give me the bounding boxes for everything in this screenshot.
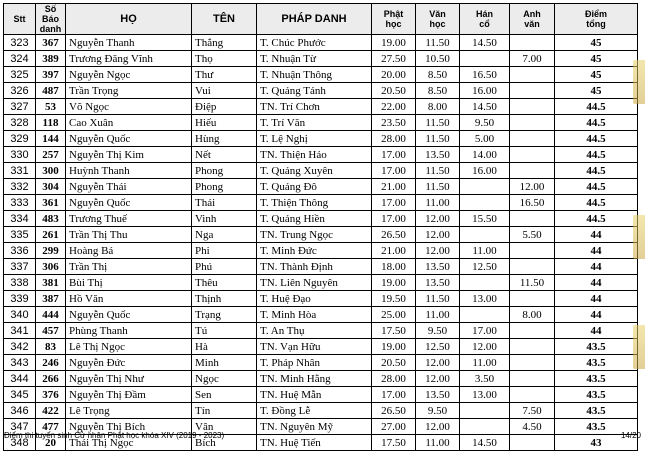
cell-phat-hoc: 25.00 (372, 307, 416, 323)
cell-anh-van (510, 243, 555, 259)
cell-stt: 345 (4, 387, 36, 403)
cell-stt: 347 (4, 419, 36, 435)
cell-stt: 325 (4, 67, 36, 83)
cell-ten: Nga (192, 227, 257, 243)
cell-han-co: 14.50 (460, 99, 510, 115)
cell-ho: Nguyễn Thị Bích (66, 419, 192, 435)
cell-stt: 323 (4, 35, 36, 51)
cell-phap-danh: T. Nhuận Thông (257, 67, 372, 83)
table-row (4, 387, 638, 403)
table-row (4, 243, 638, 259)
cell-ho: Hồ Văn (66, 291, 192, 307)
cell-van-hoc: 8.50 (416, 67, 460, 83)
table-row (4, 67, 638, 83)
cell-phap-danh: T. Nhuận Từ (257, 51, 372, 67)
cell-phap-danh: T. Minh Đức (257, 243, 372, 259)
cell-stt: 344 (4, 371, 36, 387)
cell-van-hoc: 11.50 (416, 179, 460, 195)
cell-van-hoc: 13.50 (416, 147, 460, 163)
cell-ten: Nết (192, 147, 257, 163)
cell-phat-hoc: 26.50 (372, 403, 416, 419)
table-row (4, 291, 638, 307)
cell-phat-hoc: 19.50 (372, 291, 416, 307)
cell-anh-van (510, 291, 555, 307)
cell-stt: 336 (4, 243, 36, 259)
cell-anh-van (510, 355, 555, 371)
table-row (4, 371, 638, 387)
cell-anh-van (510, 387, 555, 403)
cell-anh-van (510, 339, 555, 355)
cell-phat-hoc: 17.50 (372, 435, 416, 451)
cell-phat-hoc: 17.50 (372, 323, 416, 339)
cell-diem-tong: 44.5 (555, 99, 638, 115)
cell-stt: 348 (4, 435, 36, 451)
cell-phap-danh: T. An Thụ (257, 323, 372, 339)
cell-han-co: 3.50 (460, 371, 510, 387)
cell-stt: 340 (4, 307, 36, 323)
cell-stt: 339 (4, 291, 36, 307)
cell-stt: 329 (4, 131, 36, 147)
cell-ho: Võ Ngọc (66, 99, 192, 115)
cell-han-co: 17.00 (460, 323, 510, 339)
cell-anh-van: 8.00 (510, 307, 555, 323)
cell-van-hoc: 10.50 (416, 51, 460, 67)
cell-diem-tong: 43.5 (555, 419, 638, 435)
cell-sbd: 487 (36, 83, 66, 99)
cell-van-hoc: 9.50 (416, 403, 460, 419)
cell-diem-tong: 44 (555, 259, 638, 275)
cell-anh-van (510, 163, 555, 179)
cell-anh-van: 7.50 (510, 403, 555, 419)
cell-phap-danh: T. Lệ Nghị (257, 131, 372, 147)
cell-van-hoc: 12.00 (416, 243, 460, 259)
cell-phat-hoc: 20.00 (372, 67, 416, 83)
cell-sbd: 246 (36, 355, 66, 371)
cell-phat-hoc: 19.00 (372, 35, 416, 51)
cell-van-hoc: 13.50 (416, 387, 460, 403)
cell-sbd: 376 (36, 387, 66, 403)
cell-phap-danh: T. Minh Hòa (257, 307, 372, 323)
cell-han-co: 14.50 (460, 435, 510, 451)
cell-sbd: 83 (36, 339, 66, 355)
score-table (3, 3, 638, 451)
cell-phap-danh: T. Pháp Nhân (257, 355, 372, 371)
cell-anh-van: 16.50 (510, 195, 555, 211)
cell-ho: Cao Xuân (66, 115, 192, 131)
cell-diem-tong: 44 (555, 291, 638, 307)
cell-diem-tong: 44 (555, 307, 638, 323)
table-body (4, 35, 638, 451)
cell-stt: 337 (4, 259, 36, 275)
cell-ho: Trần Trọng (66, 83, 192, 99)
footer-title: Điểm thi tuyển sinh Cử nhân Phật học khóa XIV (2019 - 2023) (4, 431, 225, 440)
cell-sbd: 389 (36, 51, 66, 67)
cell-stt: 327 (4, 99, 36, 115)
cell-phat-hoc: 19.00 (372, 339, 416, 355)
table-row (4, 115, 638, 131)
cell-stt: 343 (4, 355, 36, 371)
cell-sbd: 20 (36, 435, 66, 451)
cell-ho: Nguyễn Quốc (66, 195, 192, 211)
cell-sbd: 361 (36, 195, 66, 211)
cell-phat-hoc: 19.00 (372, 275, 416, 291)
cell-ten: Tín (192, 403, 257, 419)
table-row (4, 323, 638, 339)
cell-van-hoc: 11.50 (416, 35, 460, 51)
cell-han-co: 14.50 (460, 35, 510, 51)
cell-phap-danh: T. Quảng Đô (257, 179, 372, 195)
cell-sbd: 444 (36, 307, 66, 323)
cell-han-co (460, 227, 510, 243)
cell-diem-tong: 44.5 (555, 147, 638, 163)
cell-anh-van: 11.50 (510, 275, 555, 291)
cell-han-co: 16.50 (460, 67, 510, 83)
cell-phat-hoc: 17.00 (372, 163, 416, 179)
cell-han-co: 16.00 (460, 83, 510, 99)
cell-anh-van (510, 35, 555, 51)
cell-anh-van: 4.50 (510, 419, 555, 435)
cell-diem-tong: 44.5 (555, 115, 638, 131)
table-header-row (4, 4, 638, 35)
cell-han-co: 12.00 (460, 339, 510, 355)
table-row (4, 403, 638, 419)
cell-van-hoc: 11.00 (416, 195, 460, 211)
cell-stt: 333 (4, 195, 36, 211)
cell-phat-hoc: 18.00 (372, 259, 416, 275)
cell-van-hoc: 12.00 (416, 371, 460, 387)
header-ten: TÊN (192, 4, 257, 35)
cell-ho: Phùng Thanh (66, 323, 192, 339)
cell-diem-tong: 44 (555, 227, 638, 243)
cell-han-co (460, 179, 510, 195)
cell-ho: Huỳnh Thanh (66, 163, 192, 179)
cell-stt: 330 (4, 147, 36, 163)
table-row (4, 227, 638, 243)
cell-han-co (460, 195, 510, 211)
cell-ten: Hùng (192, 131, 257, 147)
cell-phap-danh: T. Chúc Phước (257, 35, 372, 51)
table-row (4, 179, 638, 195)
cell-phap-danh: TN. Huệ Mẫn (257, 387, 372, 403)
cell-phap-danh: T. Quảng Xuyên (257, 163, 372, 179)
cell-phap-danh: T. Quảng Hiền (257, 211, 372, 227)
cell-anh-van: 5.50 (510, 227, 555, 243)
cell-diem-tong: 45 (555, 67, 638, 83)
cell-stt: 332 (4, 179, 36, 195)
cell-van-hoc: 13.50 (416, 275, 460, 291)
cell-van-hoc: 12.00 (416, 355, 460, 371)
cell-han-co (460, 51, 510, 67)
header-van-hoc: Văn học (416, 4, 460, 35)
cell-han-co: 16.00 (460, 163, 510, 179)
cell-ho: Nguyễn Thái (66, 179, 192, 195)
cell-ho: Nguyễn Thị Kim (66, 147, 192, 163)
cell-phap-danh: TN. Minh Hằng (257, 371, 372, 387)
cell-ten: Bích (192, 435, 257, 451)
cell-han-co (460, 275, 510, 291)
cell-van-hoc: 12.00 (416, 227, 460, 243)
cell-anh-van (510, 147, 555, 163)
cell-diem-tong: 43.5 (555, 371, 638, 387)
cell-stt: 334 (4, 211, 36, 227)
table-row (4, 51, 638, 67)
cell-sbd: 483 (36, 211, 66, 227)
cell-ho: Trương Đăng Vĩnh (66, 51, 192, 67)
cell-phap-danh: TN. Thành Định (257, 259, 372, 275)
cell-van-hoc: 12.00 (416, 419, 460, 435)
cell-stt: 341 (4, 323, 36, 339)
cell-phat-hoc: 22.00 (372, 99, 416, 115)
cell-diem-tong: 44.5 (555, 211, 638, 227)
table-row (4, 83, 638, 99)
cell-anh-van (510, 259, 555, 275)
cell-phap-danh: TN. Thiện Hảo (257, 147, 372, 163)
cell-han-co: 13.00 (460, 387, 510, 403)
cell-sbd: 381 (36, 275, 66, 291)
cell-stt: 346 (4, 403, 36, 419)
cell-sbd: 257 (36, 147, 66, 163)
cell-anh-van (510, 435, 555, 451)
cell-ten: Thái (192, 195, 257, 211)
table-row (4, 131, 638, 147)
cell-ten: Phong (192, 179, 257, 195)
cell-diem-tong: 44.5 (555, 179, 638, 195)
cell-diem-tong: 45 (555, 35, 638, 51)
cell-ho: Bùi Thị (66, 275, 192, 291)
cell-sbd: 422 (36, 403, 66, 419)
cell-ho: Thái Thị Ngọc (66, 435, 192, 451)
cell-han-co: 9.50 (460, 115, 510, 131)
cell-stt: 338 (4, 275, 36, 291)
cell-van-hoc: 9.50 (416, 323, 460, 339)
cell-phap-danh: T. Quảng Tánh (257, 83, 372, 99)
cell-ho: Nguyễn Thị Đầm (66, 387, 192, 403)
cell-ho: Nguyễn Thanh (66, 35, 192, 51)
cell-sbd: 306 (36, 259, 66, 275)
cell-diem-tong: 44 (555, 323, 638, 339)
cell-diem-tong: 43.5 (555, 355, 638, 371)
table-row (4, 355, 638, 371)
cell-anh-van: 12.00 (510, 179, 555, 195)
cell-han-co: 14.00 (460, 147, 510, 163)
cell-phap-danh: TN. Trung Ngọc (257, 227, 372, 243)
header-anh-van: Anh văn (510, 4, 555, 35)
cell-stt: 328 (4, 115, 36, 131)
cell-sbd: 300 (36, 163, 66, 179)
cell-stt: 324 (4, 51, 36, 67)
cell-ho: Lê Trọng (66, 403, 192, 419)
cell-diem-tong: 44 (555, 275, 638, 291)
cell-phat-hoc: 27.50 (372, 51, 416, 67)
cell-anh-van (510, 131, 555, 147)
cell-stt: 331 (4, 163, 36, 179)
cell-ten: Trạng (192, 307, 257, 323)
cell-van-hoc: 8.50 (416, 83, 460, 99)
cell-sbd: 477 (36, 419, 66, 435)
cell-phat-hoc: 21.00 (372, 179, 416, 195)
cell-phap-danh: TN. Nguyên Mỹ (257, 419, 372, 435)
cell-diem-tong: 43.5 (555, 339, 638, 355)
cell-phat-hoc: 28.00 (372, 131, 416, 147)
cell-sbd: 387 (36, 291, 66, 307)
cell-ten: Tú (192, 323, 257, 339)
cell-van-hoc: 11.00 (416, 435, 460, 451)
cell-anh-van: 7.00 (510, 51, 555, 67)
cell-ten: Vui (192, 83, 257, 99)
table-row (4, 259, 638, 275)
table-row (4, 163, 638, 179)
cell-phap-danh: TN. Huệ Tiến (257, 435, 372, 451)
table-row (4, 339, 638, 355)
cell-ho: Nguyễn Ngọc (66, 67, 192, 83)
cell-diem-tong: 45 (555, 51, 638, 67)
cell-phap-danh: T. Huệ Đạo (257, 291, 372, 307)
cell-ten: Thư (192, 67, 257, 83)
cell-han-co: 13.00 (460, 291, 510, 307)
table-row (4, 275, 638, 291)
cell-anh-van (510, 371, 555, 387)
cell-phap-danh: TN. Vạn Hữu (257, 339, 372, 355)
table-row (4, 147, 638, 163)
cell-han-co (460, 307, 510, 323)
cell-sbd: 367 (36, 35, 66, 51)
table-row (4, 35, 638, 51)
cell-diem-tong: 43.5 (555, 403, 638, 419)
cell-van-hoc: 13.50 (416, 259, 460, 275)
cell-ten: Điệp (192, 99, 257, 115)
cell-phat-hoc: 17.00 (372, 195, 416, 211)
cell-ten: Vân (192, 419, 257, 435)
cell-ho: Lê Thị Ngọc (66, 339, 192, 355)
cell-phat-hoc: 28.00 (372, 371, 416, 387)
header-han-co: Hán cổ (460, 4, 510, 35)
cell-ten: Phong (192, 163, 257, 179)
cell-ten: Thọ (192, 51, 257, 67)
cell-ho: Trương Thuế (66, 211, 192, 227)
cell-diem-tong: 44 (555, 243, 638, 259)
header-diem-tong: Điểm tổng (555, 4, 638, 35)
cell-phap-danh: TN. Liên Nguyên (257, 275, 372, 291)
cell-phat-hoc: 26.50 (372, 227, 416, 243)
header-phat-hoc: Phật học (372, 4, 416, 35)
cell-ten: Vinh (192, 211, 257, 227)
cell-ho: Hoàng Bá (66, 243, 192, 259)
cell-ho: Nguyễn Quốc (66, 131, 192, 147)
header-stt: Stt (4, 4, 36, 35)
cell-phat-hoc: 21.00 (372, 243, 416, 259)
cell-ten: Sen (192, 387, 257, 403)
cell-diem-tong: 45 (555, 83, 638, 99)
cell-ten: Ngọc (192, 371, 257, 387)
cell-ten: Thắng (192, 35, 257, 51)
cell-diem-tong: 43.5 (555, 387, 638, 403)
header-sbd: Số Báo danh (36, 4, 66, 35)
cell-ten: Phú (192, 259, 257, 275)
cell-van-hoc: 11.50 (416, 291, 460, 307)
cell-van-hoc: 12.00 (416, 211, 460, 227)
cell-phat-hoc: 17.00 (372, 387, 416, 403)
cell-han-co: 11.00 (460, 243, 510, 259)
cell-diem-tong: 44.5 (555, 195, 638, 211)
cell-anh-van (510, 99, 555, 115)
cell-sbd: 266 (36, 371, 66, 387)
cell-diem-tong: 43 (555, 435, 638, 451)
cell-ten: Phi (192, 243, 257, 259)
cell-ten: Hà (192, 339, 257, 355)
cell-sbd: 53 (36, 99, 66, 115)
cell-phat-hoc: 20.50 (372, 83, 416, 99)
cell-ho: Nguyễn Thị Như (66, 371, 192, 387)
header-ho: HỌ (66, 4, 192, 35)
cell-van-hoc: 12.50 (416, 339, 460, 355)
table-row (4, 99, 638, 115)
cell-han-co: 5.00 (460, 131, 510, 147)
cell-van-hoc: 11.00 (416, 307, 460, 323)
cell-ho: Trần Thị Thu (66, 227, 192, 243)
header-phap-danh: PHÁP DANH (257, 4, 372, 35)
table-row (4, 307, 638, 323)
cell-van-hoc: 11.50 (416, 163, 460, 179)
cell-anh-van (510, 83, 555, 99)
cell-van-hoc: 8.00 (416, 99, 460, 115)
page-number: 14/20 (620, 431, 641, 440)
cell-stt: 335 (4, 227, 36, 243)
cell-phap-danh: TN. Trí Chơn (257, 99, 372, 115)
cell-diem-tong: 44.5 (555, 131, 638, 147)
cell-han-co: 12.50 (460, 259, 510, 275)
table-row (4, 211, 638, 227)
cell-phat-hoc: 23.50 (372, 115, 416, 131)
cell-han-co: 11.00 (460, 355, 510, 371)
cell-phap-danh: T. Thiện Thông (257, 195, 372, 211)
cell-phat-hoc: 17.00 (372, 211, 416, 227)
cell-sbd: 457 (36, 323, 66, 339)
cell-han-co (460, 403, 510, 419)
cell-stt: 326 (4, 83, 36, 99)
cell-ho: Nguyễn Quốc (66, 307, 192, 323)
cell-sbd: 299 (36, 243, 66, 259)
cell-van-hoc: 11.50 (416, 131, 460, 147)
cell-ho: Nguyễn Đức (66, 355, 192, 371)
cell-phat-hoc: 27.00 (372, 419, 416, 435)
cell-ten: Minh (192, 355, 257, 371)
cell-sbd: 397 (36, 67, 66, 83)
cell-van-hoc: 11.50 (416, 115, 460, 131)
cell-anh-van (510, 211, 555, 227)
cell-ten: Hiếu (192, 115, 257, 131)
cell-ho: Trần Thị (66, 259, 192, 275)
cell-anh-van (510, 323, 555, 339)
cell-stt: 342 (4, 339, 36, 355)
cell-sbd: 144 (36, 131, 66, 147)
cell-phap-danh: T. Trí Văn (257, 115, 372, 131)
cell-phat-hoc: 20.50 (372, 355, 416, 371)
table-row (4, 195, 638, 211)
cell-anh-van (510, 67, 555, 83)
cell-sbd: 261 (36, 227, 66, 243)
cell-sbd: 304 (36, 179, 66, 195)
cell-han-co (460, 419, 510, 435)
cell-ten: Thịnh (192, 291, 257, 307)
cell-phat-hoc: 17.00 (372, 147, 416, 163)
cell-phap-danh: T. Đồng Lễ (257, 403, 372, 419)
cell-han-co: 15.50 (460, 211, 510, 227)
cell-diem-tong: 44.5 (555, 163, 638, 179)
cell-sbd: 118 (36, 115, 66, 131)
cell-ten: Thêu (192, 275, 257, 291)
cell-anh-van (510, 115, 555, 131)
